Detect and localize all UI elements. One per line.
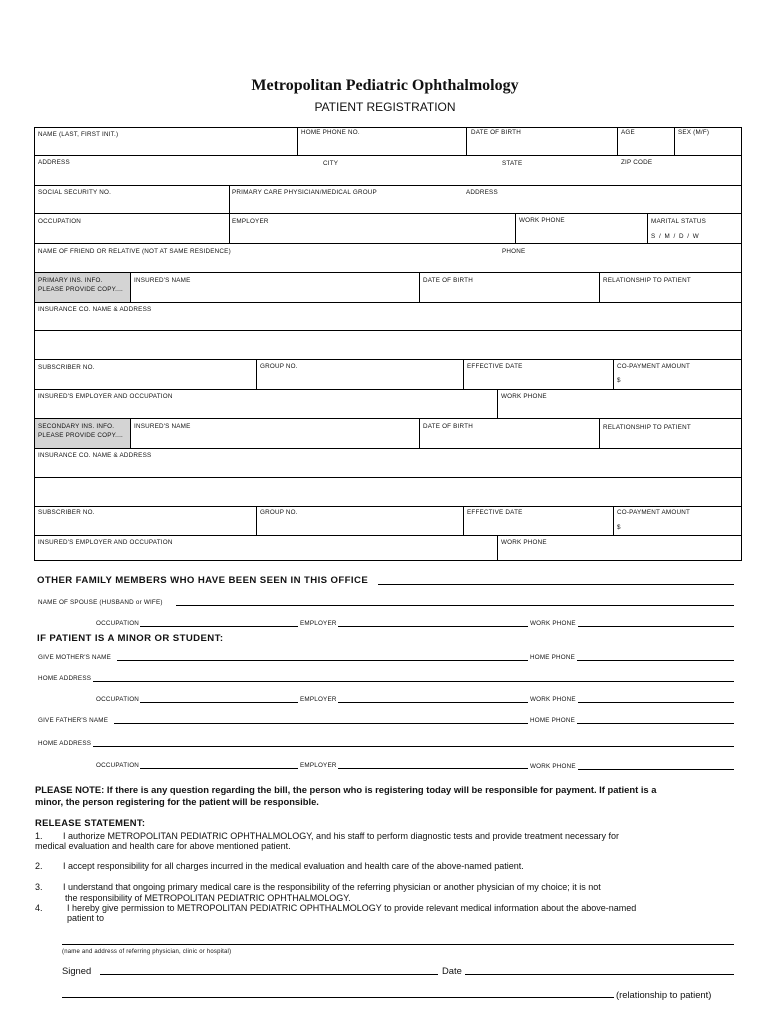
row-divider (34, 213, 742, 214)
primary-insured-name-field[interactable]: INSURED'S NAME (134, 277, 191, 284)
mother-occupation-label: OCCUPATION (96, 696, 140, 703)
secondary-subscriber-field[interactable]: SUBSCRIBER NO. (38, 509, 95, 516)
secondary-ins-tag-note: PLEASE PROVIDE COPY.... (38, 432, 123, 439)
age-field[interactable]: AGE (621, 129, 635, 136)
primary-relationship-field[interactable]: RELATIONSHIP TO PATIENT (603, 277, 691, 284)
father-home-phone-label: HOME PHONE (530, 717, 576, 724)
ssn-field[interactable]: SOCIAL SECURITY NO. (38, 189, 112, 196)
date-label: Date (442, 965, 462, 976)
signed-label: Signed (62, 965, 92, 976)
secondary-group-field[interactable]: GROUP NO. (260, 509, 298, 516)
marital-status-label: MARITAL STATUS (651, 218, 707, 225)
father-home-address-label: HOME ADDRESS (38, 740, 92, 747)
row-divider (34, 243, 742, 244)
row-divider (34, 389, 742, 390)
secondary-insured-name-field[interactable]: INSURED'S NAME (134, 423, 191, 430)
release-heading: RELEASE STATEMENT: (35, 817, 146, 828)
family-members-line[interactable] (378, 584, 734, 585)
relationship-line[interactable] (62, 997, 614, 998)
city-field[interactable]: CITY (323, 160, 339, 167)
row-divider (34, 477, 742, 478)
primary-group-field[interactable]: GROUP NO. (260, 363, 298, 370)
secondary-insured-dob-field[interactable]: DATE OF BIRTH (423, 423, 473, 430)
occupation-field[interactable]: OCCUPATION (38, 218, 82, 225)
secondary-employer-occupation-field[interactable]: INSURED'S EMPLOYER AND OCCUPATION (38, 539, 173, 546)
father-work-phone-label: WORK PHONE (530, 763, 576, 770)
mother-work-phone-label: WORK PHONE (530, 696, 576, 703)
release-item-4-text-cont: patient to (67, 913, 105, 923)
primary-ins-tag: PRIMARY INS. INFO. (38, 277, 103, 284)
referring-physician-caption: (name and address of referring physician, clinic or hospital) (62, 949, 232, 955)
father-employer-label: EMPLOYER (300, 762, 337, 769)
release-item-3-text: I understand that ongoing primary medical care is the responsibility of the referring physician or another physician of my choice; it is not (63, 882, 601, 892)
row-divider (34, 418, 742, 419)
secondary-ins-tag: SECONDARY INS. INFO. (38, 423, 115, 430)
relationship-label: (relationship to patient) (616, 989, 712, 1000)
father-employer-line[interactable] (338, 768, 528, 769)
employer-field[interactable]: EMPLOYER (232, 218, 269, 225)
primary-work-phone-field[interactable]: WORK PHONE (501, 393, 547, 400)
form-title: Metropolitan Pediatric Ophthalmology (251, 77, 519, 94)
secondary-copay-dollar: $ (617, 524, 621, 531)
sex-field[interactable]: SEX (M/F) (678, 129, 710, 136)
home-phone-field[interactable]: HOME PHONE NO. (301, 129, 360, 136)
mother-home-address-label: HOME ADDRESS (38, 675, 92, 682)
father-name-line[interactable] (114, 723, 528, 724)
mother-name-line[interactable] (117, 660, 528, 661)
spouse-label: NAME OF SPOUSE (HUSBAND or WIFE) (38, 599, 163, 606)
mother-name-label: GIVE MOTHER'S NAME (38, 654, 112, 661)
mother-home-phone-line[interactable] (577, 660, 734, 661)
father-home-phone-line[interactable] (577, 723, 734, 724)
dob-field[interactable]: DATE OF BIRTH (471, 129, 521, 136)
father-name-label: GIVE FATHER'S NAME (38, 717, 109, 724)
pcp-field[interactable]: PRIMARY CARE PHYSICIAN/MEDICAL GROUP (232, 189, 377, 196)
spouse-occupation-line[interactable] (140, 626, 298, 627)
mother-occupation-line[interactable] (140, 702, 298, 703)
secondary-relationship-field[interactable]: RELATIONSHIP TO PATIENT (603, 424, 691, 431)
row-divider (34, 330, 742, 331)
father-work-phone-line[interactable] (578, 769, 734, 770)
mother-work-phone-line[interactable] (578, 702, 734, 703)
spouse-employer-line[interactable] (338, 626, 528, 627)
spouse-employer-label: EMPLOYER (300, 620, 337, 627)
referring-physician-line[interactable] (62, 944, 734, 945)
release-item-1-text-cont: medical evaluation and health care for above mentioned patient. (35, 841, 291, 851)
row-divider (34, 272, 742, 273)
marital-status-options[interactable]: S / M / D / W (651, 233, 700, 240)
row-divider (34, 302, 742, 303)
address-field[interactable]: ADDRESS (38, 159, 70, 166)
release-item-2-num: 2. (35, 861, 43, 871)
secondary-ins-company-field[interactable]: INSURANCE CO. NAME & ADDRESS (38, 452, 152, 459)
row-divider (34, 155, 742, 156)
release-item-1-num: 1. (35, 831, 43, 841)
primary-employer-occupation-field[interactable]: INSURED'S EMPLOYER AND OCCUPATION (38, 393, 173, 400)
registration-grid (34, 127, 742, 561)
release-item-3-text-cont: the responsibility of METROPOLITAN PEDIATRIC OPHTHALMOLOGY. (65, 893, 351, 903)
primary-ins-company-field[interactable]: INSURANCE CO. NAME & ADDRESS (38, 306, 152, 313)
primary-copay-dollar: $ (617, 377, 621, 384)
mother-home-phone-label: HOME PHONE (530, 654, 576, 661)
secondary-copay-field[interactable]: CO-PAYMENT AMOUNT (617, 509, 691, 516)
family-heading: OTHER FAMILY MEMBERS WHO HAVE BEEN SEEN IN THIS OFFICE (37, 575, 369, 586)
payment-note-line1: PLEASE NOTE: If there is any question regarding the bill, the person who is registering today will be responsible for payment. If patient is a (35, 784, 657, 795)
release-item-2-text: I accept responsibility for all charges incurred in the medical evaluation and health care of the above-named patient. (63, 861, 524, 871)
primary-copay-field[interactable]: CO-PAYMENT AMOUNT (617, 363, 691, 370)
release-item-4-text: I hereby give permission to METROPOLITAN PEDIATRIC OPHTHALMOLOGY to provide relevant medical information about the above-named (67, 903, 637, 913)
row-divider (34, 448, 742, 449)
row-divider (34, 359, 742, 360)
spouse-occupation-label: OCCUPATION (96, 620, 140, 627)
state-field[interactable]: STATE (502, 160, 523, 167)
release-item-1-text: I authorize METROPOLITAN PEDIATRIC OPHTHALMOLOGY, and his staff to perform diagnostic tests and provide treatment necessary for (63, 831, 620, 841)
release-item-3-num: 3. (35, 882, 43, 892)
spouse-work-phone-line[interactable] (578, 626, 734, 627)
primary-ins-tag-note: PLEASE PROVIDE COPY.... (38, 286, 123, 293)
row-divider (34, 535, 742, 536)
spouse-work-phone-label: WORK PHONE (530, 620, 576, 627)
mother-employer-line[interactable] (338, 702, 528, 703)
secondary-effective-date-field[interactable]: EFFECTIVE DATE (467, 509, 523, 516)
friend-phone-field[interactable]: PHONE (502, 248, 526, 255)
work-phone-field[interactable]: WORK PHONE (519, 217, 565, 224)
primary-insured-dob-field[interactable]: DATE OF BIRTH (423, 277, 473, 284)
date-line[interactable] (465, 974, 734, 975)
spouse-line[interactable] (176, 605, 734, 606)
father-occupation-line[interactable] (140, 768, 298, 769)
payment-note-line2: minor, the person registering for the patient will be responsible. (35, 796, 319, 807)
signature-line[interactable] (100, 974, 438, 975)
row-divider (34, 506, 742, 507)
secondary-work-phone-field[interactable]: WORK PHONE (501, 539, 547, 546)
father-home-address-line[interactable] (93, 746, 734, 747)
row-divider (34, 185, 742, 186)
form-subtitle: PATIENT REGISTRATION (314, 100, 456, 114)
patient-name-field[interactable]: NAME (LAST, FIRST INIT.) (38, 131, 119, 138)
friend-relative-field[interactable]: NAME OF FRIEND OR RELATIVE (NOT AT SAME RESIDENCE) (38, 248, 231, 255)
primary-subscriber-field[interactable]: SUBSCRIBER NO. (38, 364, 95, 371)
pcp-address-field[interactable]: ADDRESS (466, 189, 498, 196)
mother-home-address-line[interactable] (93, 681, 734, 682)
mother-employer-label: EMPLOYER (300, 696, 337, 703)
minor-heading: IF PATIENT IS A MINOR OR STUDENT: (37, 633, 224, 644)
release-item-4-num: 4. (35, 903, 43, 913)
zip-field[interactable]: ZIP CODE (621, 159, 653, 166)
father-occupation-label: OCCUPATION (96, 762, 140, 769)
primary-effective-date-field[interactable]: EFFECTIVE DATE (467, 363, 523, 370)
